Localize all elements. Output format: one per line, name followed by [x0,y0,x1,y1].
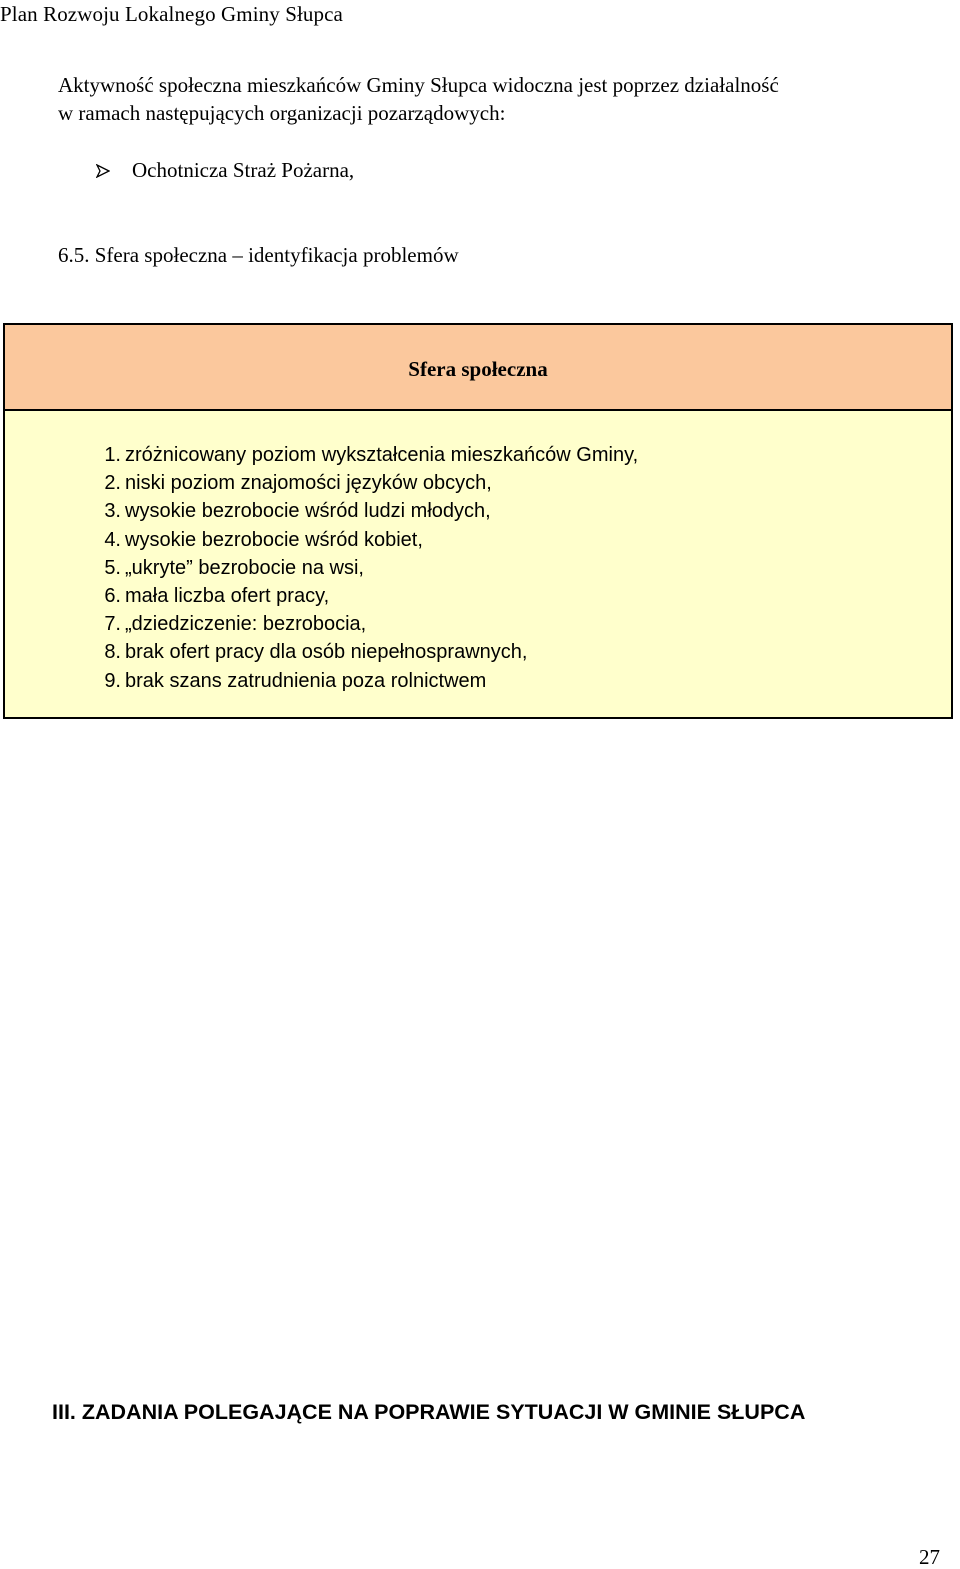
list-item-number: 1. [104,444,121,466]
list-item-text: „dziedziczenie: bezrobocia, [125,613,367,636]
list-item-text: mała liczba ofert pracy, [125,585,330,608]
list-item-number: 8. [104,641,121,664]
organization-label: Ochotnicza Straż Pożarna, [132,158,355,182]
list-item-number: 9. [104,669,121,692]
section-heading: 6.5. Sfera społeczna – identyfikacja problemów [58,243,459,267]
page-number: 27 [919,1545,940,1569]
list-item [5,441,951,469]
problem-list [5,441,951,695]
problems-table-body [5,411,951,717]
intro-line-2: w ramach następujących organizacji pozarządowych: [58,101,506,125]
list-item-number: 6. [104,585,121,608]
list-item [5,526,951,554]
list-item-number: 4. [104,528,121,551]
intro-line-1: Aktywność społeczna mieszkańców Gminy Słupca widoczna jest poprzez działalność [58,73,779,97]
list-item-text: „ukryte” bezrobocie na wsi, [125,556,364,579]
list-item-number: 3. [104,500,121,523]
list-item-number: 2. [104,472,121,495]
list-item [5,638,951,666]
list-item [5,667,951,695]
list-item-text: brak szans zatrudnienia poza rolnictwem [125,669,487,692]
list-item-text: zróżnicowany poziom wykształcenia mieszkańców Gminy, [125,444,639,466]
intro-paragraph [58,71,938,127]
list-item [5,469,951,497]
list-item-text: niski poziom znajomości języków obcych, [125,472,492,495]
running-header: Plan Rozwoju Lokalnego Gminy Słupca [0,2,343,26]
organization-list-item [96,156,354,184]
list-item-text: wysokie bezrobocie wśród kobiet, [125,528,423,551]
list-item-number: 5. [104,556,121,579]
list-item-number: 7. [104,613,121,636]
problems-table-header: Sfera społeczna [5,325,951,411]
list-item [5,554,951,582]
chapter-heading: III. ZADANIA POLEGAJĄCE NA POPRAWIE SYTUACJI W GMINIE SŁUPCA [52,1400,806,1424]
list-item-text: brak ofert pracy dla osób niepełnosprawnych, [125,641,528,664]
problems-table [3,323,953,719]
arrow-bullet-icon [96,164,110,178]
list-item [5,497,951,525]
list-item [5,610,951,638]
list-item [5,582,951,610]
list-item-text: wysokie bezrobocie wśród ludzi młodych, [125,500,491,523]
